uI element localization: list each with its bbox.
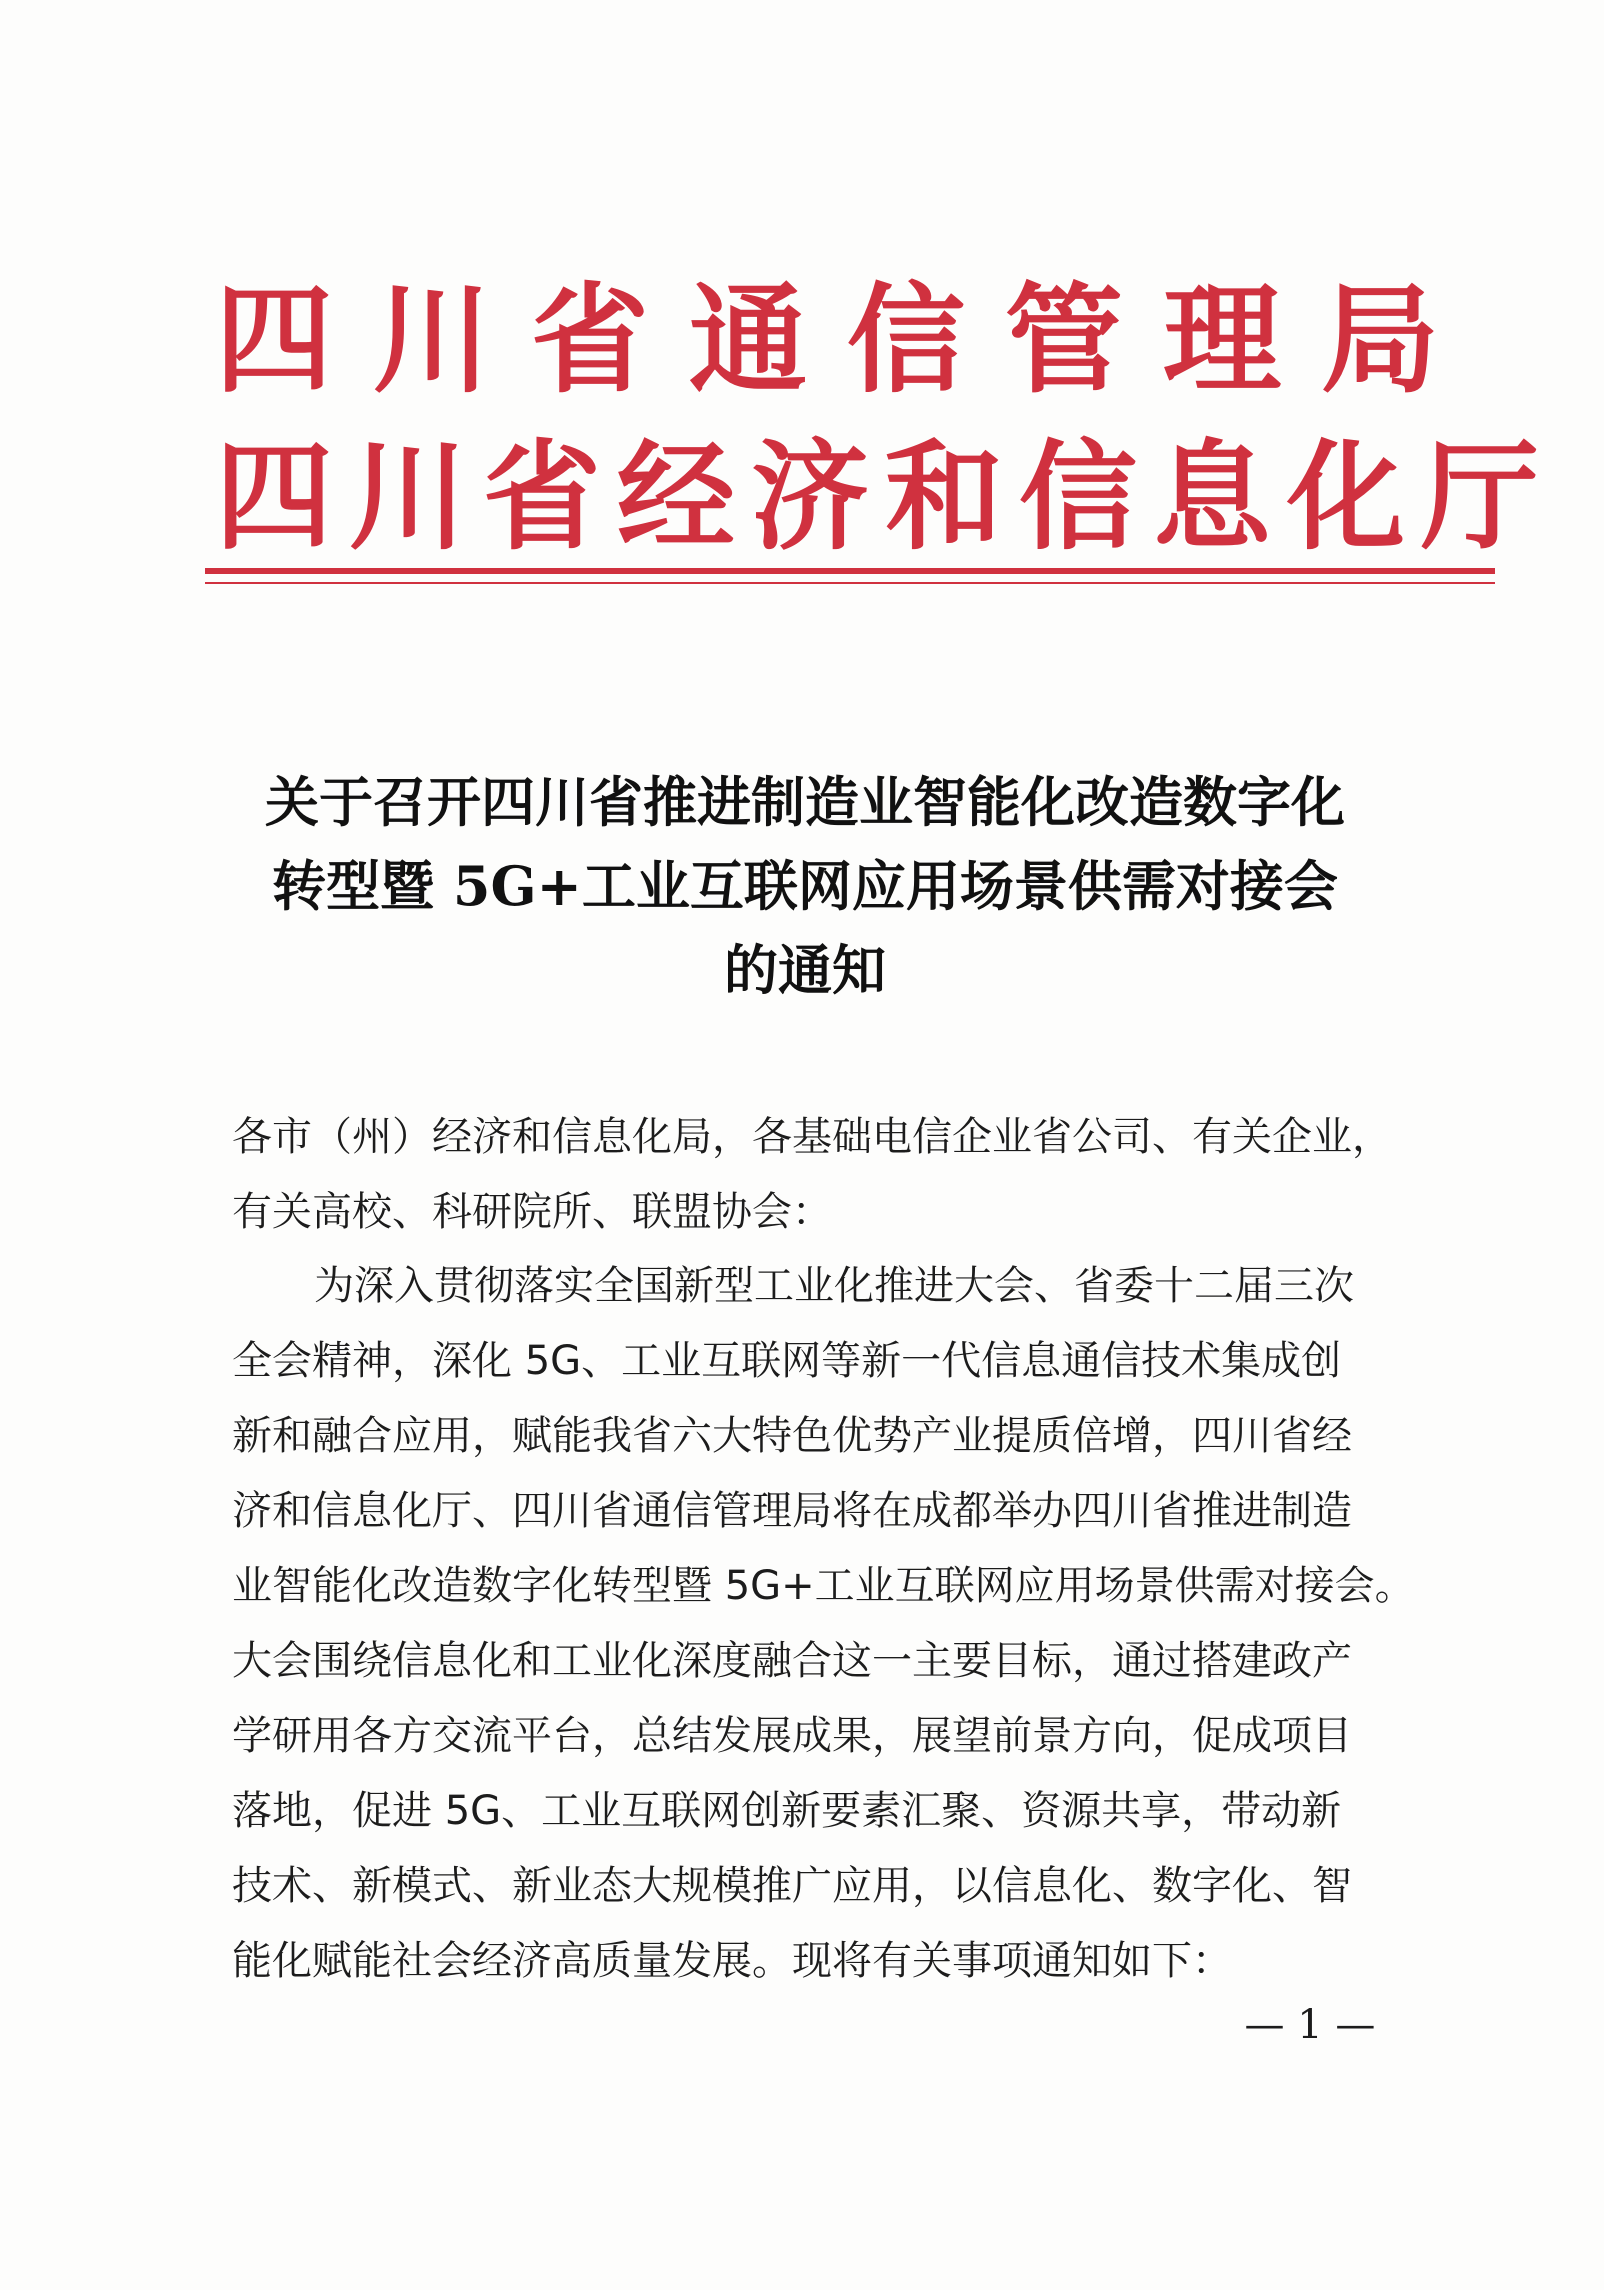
letterhead-rule-thin [205, 582, 1495, 584]
body-paragraph-line: 大会围绕信息化和工业化深度融合这一主要目标，通过搭建政产 [232, 1638, 1352, 1684]
body-paragraph-line: 业智能化改造数字化转型暨 5G+工业互联网应用场景供需对接会。 [232, 1563, 1415, 1609]
body-paragraph-line: 落地，促进 5G、工业互联网创新要素汇聚、资源共享，带动新 [232, 1788, 1342, 1834]
addressee-line-1: 各市（州）经济和信息化局，各基础电信企业省公司、有关企业， [232, 1114, 1392, 1160]
letterhead-rule-thick [205, 568, 1495, 574]
body-paragraph-line: 济和信息化厅、四川省通信管理局将在成都举办四川省推进制造 [232, 1488, 1352, 1534]
letterhead-issuer-1: 四川省通信管理局 [215, 271, 1480, 409]
body-paragraph-line: 能化赋能社会经济高质量发展。现将有关事项通知如下： [232, 1938, 1232, 1984]
document-title-line-1: 关于召开四川省推进制造业智能化改造数字化 [265, 770, 1345, 834]
body-paragraph-line: 为深入贯彻落实全国新型工业化推进大会、省委十二届三次 [314, 1263, 1354, 1309]
letterhead-issuer-2: 四川省经济和信息化厅 [215, 428, 1556, 566]
document-title-line-2: 转型暨 5G+工业互联网应用场景供需对接会 [272, 854, 1338, 918]
addressee-line-2: 有关高校、科研院所、联盟协会： [232, 1189, 832, 1235]
body-paragraph-line: 全会精神，深化 5G、工业互联网等新一代信息通信技术集成创 [232, 1338, 1342, 1384]
document-title-line-3: 的通知 [724, 938, 886, 1002]
body-paragraph-line: 技术、新模式、新业态大规模推广应用，以信息化、数字化、智 [232, 1863, 1352, 1909]
page-number: — 1 — [1244, 2002, 1376, 2048]
body-paragraph-line: 新和融合应用，赋能我省六大特色优势产业提质倍增，四川省经 [232, 1413, 1352, 1459]
body-paragraph-line: 学研用各方交流平台，总结发展成果，展望前景方向，促成项目 [232, 1713, 1352, 1759]
